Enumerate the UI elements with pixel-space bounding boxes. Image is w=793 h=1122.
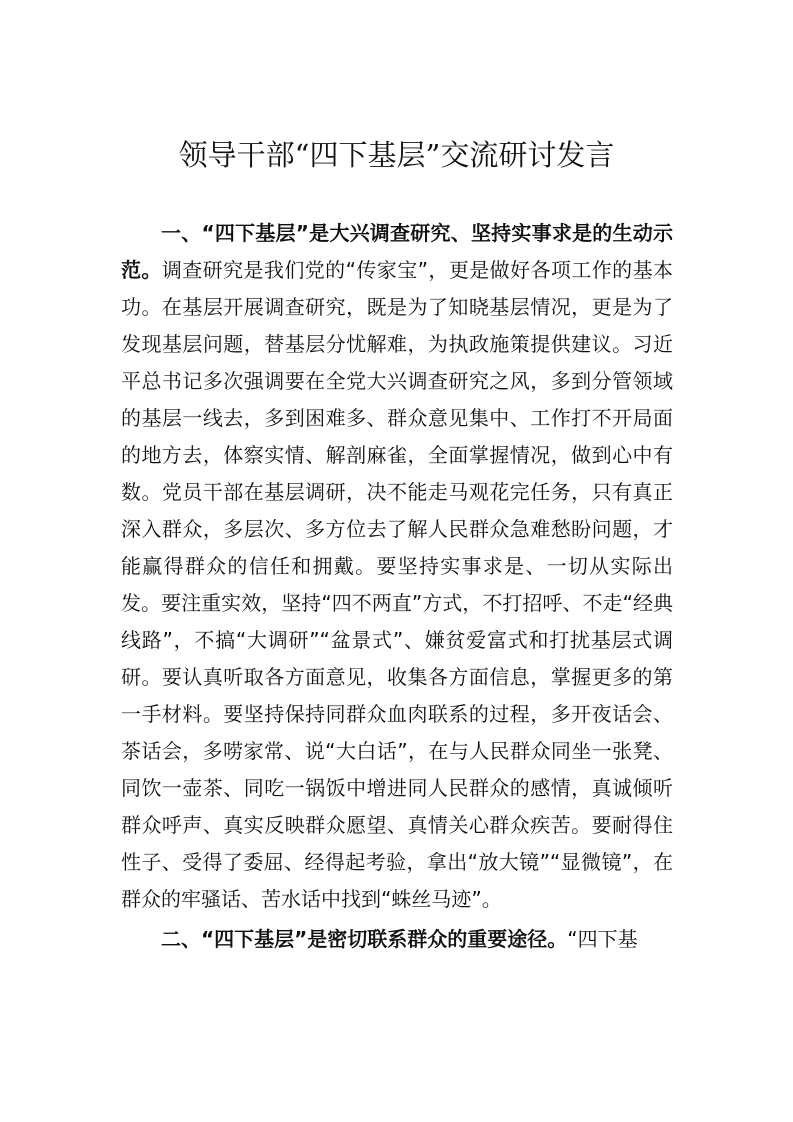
paragraph-1 bbox=[121, 215, 673, 918]
document-body bbox=[121, 215, 673, 958]
paragraph-2-heading: 二、“四下基层”是密切联系群众的重要途径。 bbox=[161, 927, 568, 951]
paragraph-2 bbox=[121, 921, 673, 958]
paragraph-1-text: 调查研究是我们党的“传家宝”，更是做好各项工作的基本功。在基层开展调查研究，既是为了知晓基层情况，更是为了发现基层问题，替基层分忧解难，为执政施策提供建议。习近平总书记多次强调要在全党大兴调查研究之风，多到分管领域的基层一线去，多到困难多、群众意见集中、工作打不开局面的地方去，体察实情、解剖麻雀，全面掌握情况，做到心中有数。党员干部在基层调研，决不能走马观花完任务，只有真正深入群众，多层次、多方位去了解人民群众急难愁盼问题，才能赢得群众的信任和拥戴。要坚持实事求是、一切从实际出发。要注重实效，坚持“四不两直”方式，不打招呼、不走“经典线路”，不搞“大调研”“盆景式”、嫌贫爱富式和打扰基层式调研。要认真听取各方面意见，收集各方面信息，掌握更多的第一手材料。要坚持保持同群众血肉联系的过程，多开夜话会、茶话会，多唠家常、说“大白话”，在与人民群众同坐一张凳、同饮一壶茶、同吃一锅饭中增进同人民群众的感情，真诚倾听群众呼声、真实反映群众愿望、真情关心群众疾苦。要耐得住性子、受得了委屈、经得起考验，拿出“放大镜”“显微镜”，在群众的牢骚话、苦水话中找到“蛛丝马迹”。 bbox=[121, 258, 673, 911]
paragraph-2-text: “四下基 bbox=[567, 927, 638, 951]
paragraph-1-heading: 一、“四下基层”是大兴调查研究、坚持实事求是的生动示范。 bbox=[121, 221, 673, 282]
document-title: 领导干部“四下基层”交流研讨发言 bbox=[178, 138, 615, 172]
